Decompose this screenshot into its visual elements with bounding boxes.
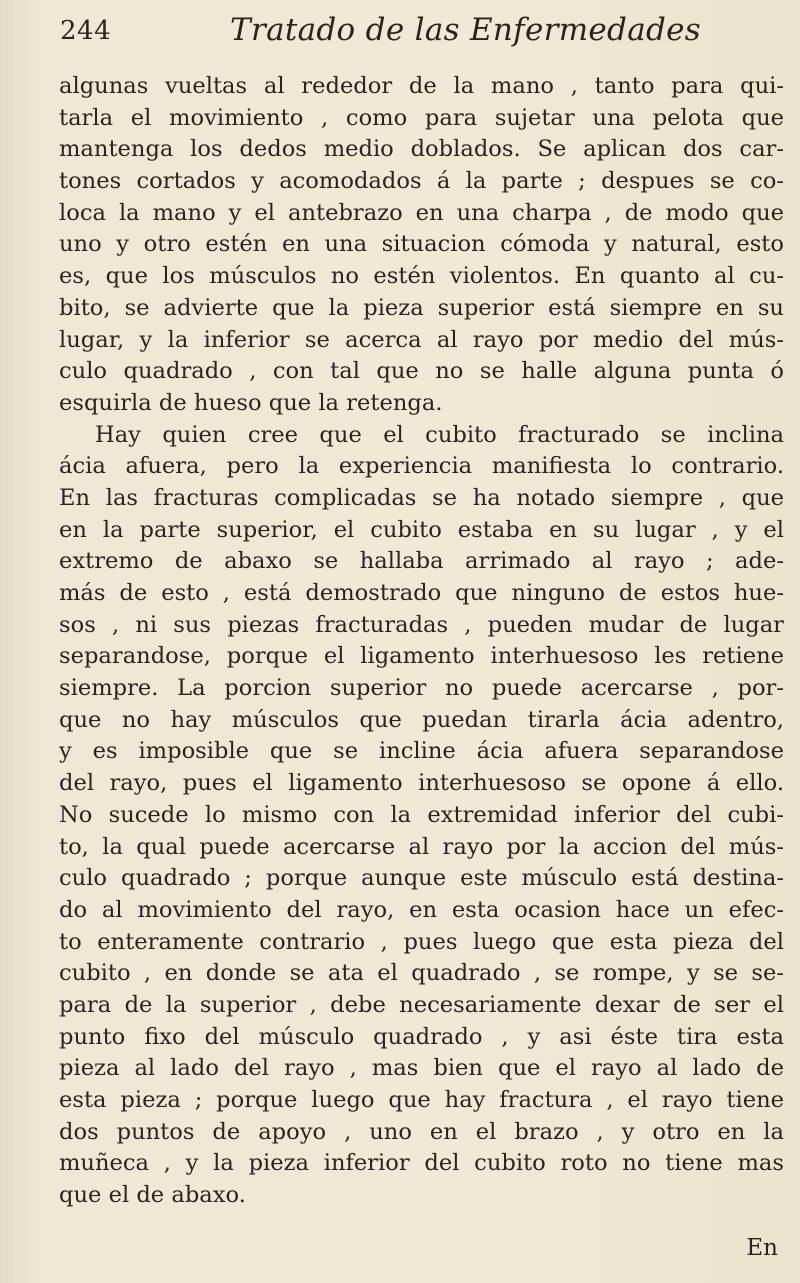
paragraph-start-line: Hay quien cree que el cubito fracturado se inclina	[95, 421, 784, 448]
text-line: tarla el movimiento , como para sujetar una pelota que	[59, 104, 784, 131]
page-header	[60, 10, 760, 50]
text-line: tones cortados y acomodados á la parte ; despues se co-	[59, 168, 784, 195]
text-line: y es imposible que se incline ácia afuera separandose	[59, 738, 784, 765]
text-line: culo quadrado , con tal que no se halle alguna punta ó	[59, 358, 784, 385]
text-line: es, que los músculos no estén violentos. En quanto al cu-	[59, 263, 784, 290]
text-line: En las fracturas complicadas se ha notado siempre , que	[59, 484, 784, 511]
text-line: para de la superior , debe necesariamente dexar de ser el	[59, 991, 784, 1018]
text-line: más de esto , está demostrado que ninguno de estos hue-	[59, 580, 784, 606]
text-line: separandose, porque el ligamento interhuesoso les retiene	[59, 643, 784, 670]
text-line: extremo de abaxo se hallaba arrimado al rayo ; ade-	[59, 548, 784, 575]
text-line: uno y otro estén en una situacion cómoda y natural, esto	[59, 231, 784, 258]
text-line: mantenga los dedos medio doblados. Se aplican dos car-	[59, 136, 784, 163]
text-line: punto fixo del músculo quadrado , y asi éste tira esta	[59, 1023, 784, 1050]
page-number: 244	[60, 16, 112, 46]
text-line: algunas vueltas al rededor de la mano , tanto para qui-	[59, 73, 784, 99]
text-line: cubito , en donde se ata el quadrado , se rompe, y se se-	[59, 960, 784, 987]
text-line: sos , ni sus piezas fracturadas , pueden mudar de lugar	[59, 611, 784, 638]
catchword: En	[746, 1235, 778, 1261]
text-line: bito, se advierte que la pieza superior está siempre en su	[59, 294, 784, 321]
text-line: ácia afuera, pero la experiencia manifiesta lo contrario.	[59, 453, 784, 480]
text-line: No sucede lo mismo con la extremidad inferior del cubi-	[59, 801, 784, 828]
text-line: lugar, y la inferior se acerca al rayo por medio del mús-	[59, 326, 784, 353]
text-line: que no hay músculos que puedan tirarla ácia adentro,	[59, 706, 784, 733]
text-line: to, la qual puede acercarse al rayo por la accion del mús-	[59, 833, 784, 860]
body-text	[59, 71, 784, 1212]
paragraph-end-line: que el de abaxo.	[59, 1182, 246, 1209]
text-line: dos puntos de apoyo , uno en el brazo , y otro en la	[59, 1118, 784, 1145]
text-line: culo quadrado ; porque aunque este músculo está destina-	[59, 865, 784, 892]
text-line: muñeca , y la pieza inferior del cubito roto no tiene mas	[59, 1150, 784, 1177]
text-line: del rayo, pues el ligamento interhuesoso se opone á ello.	[59, 770, 784, 797]
text-line: siempre. La porcion superior no puede acercarse , por-	[59, 675, 784, 702]
text-line: en la parte superior, el cubito estaba en su lugar , y el	[59, 516, 784, 543]
text-line: esta pieza ; porque luego que hay fractura , el rayo tiene	[59, 1087, 784, 1113]
text-line: do al movimiento del rayo, en esta ocasion hace un efec-	[59, 896, 784, 923]
paragraph-end-line: esquirla de hueso que la retenga.	[59, 389, 443, 416]
text-line: to enteramente contrario , pues luego que esta pieza del	[59, 928, 784, 955]
text-line: loca la mano y el antebrazo en una charpa , de modo que	[59, 199, 784, 226]
text-line: pieza al lado del rayo , mas bien que el rayo al lado de	[59, 1055, 784, 1082]
running-title: Tratado de las Enfermedades	[230, 12, 701, 48]
